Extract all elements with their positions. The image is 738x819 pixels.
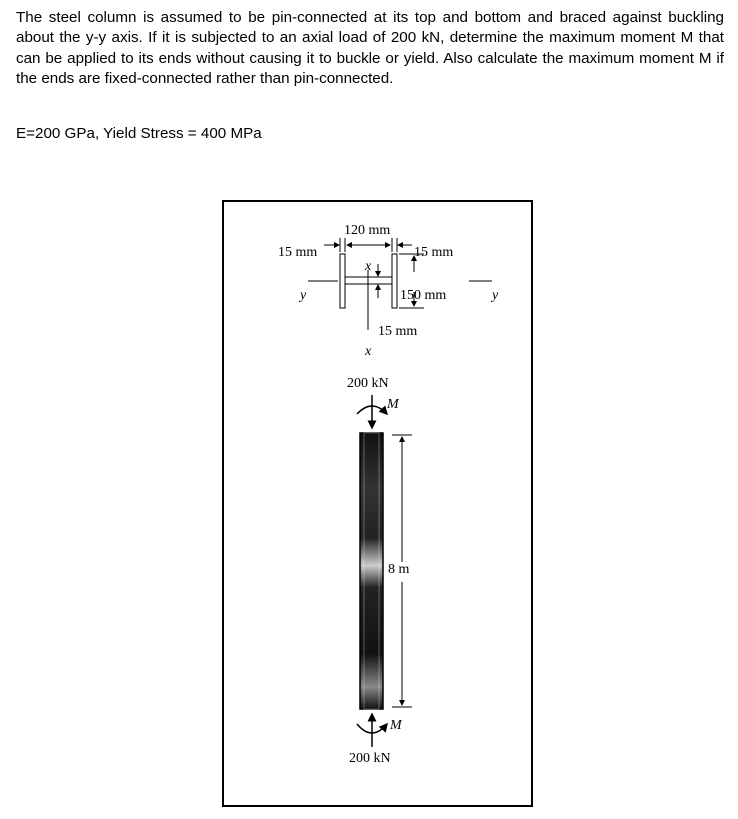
axis-y-right-label: y bbox=[492, 288, 499, 303]
column-figure bbox=[224, 202, 531, 805]
column bbox=[360, 433, 383, 709]
cross-section bbox=[308, 238, 492, 330]
problem-text: The steel column is assumed to be pin-connected at its top and bottom and braced against buckling about the y-y axis. If it is subjected to an axial load of 200 kN, determine the maximum moment M that can be applied to its ends without causing it to buckle or yield. Also calculate the maximum moment M if the ends are fixed-connected rather than pin-connected. bbox=[16, 9, 724, 88]
bottom-load-label: 200 kN bbox=[349, 751, 391, 766]
bottom-load-arrow bbox=[357, 714, 387, 747]
bottom-moment-label: M bbox=[390, 718, 402, 733]
flange-left-label: 15 mm bbox=[278, 245, 318, 260]
axis-x-bottom-label: x bbox=[365, 344, 372, 359]
length-label: 8 m bbox=[388, 562, 410, 577]
top-load-arrow bbox=[357, 395, 387, 428]
axis-x-top-label: x bbox=[365, 259, 372, 274]
top-load-label: 200 kN bbox=[347, 376, 389, 391]
web-label: 15 mm bbox=[378, 324, 418, 339]
depth-label: 150 mm bbox=[400, 288, 447, 303]
given-values: E=200 GPa, Yield Stress = 400 MPa bbox=[16, 125, 262, 142]
width-label: 120 mm bbox=[344, 223, 391, 238]
flange-right-label: 15 mm bbox=[414, 245, 454, 260]
top-moment-label: M bbox=[387, 397, 399, 412]
figure-frame bbox=[222, 200, 533, 807]
axis-y-left-label: y bbox=[300, 288, 307, 303]
problem-statement bbox=[16, 8, 724, 90]
